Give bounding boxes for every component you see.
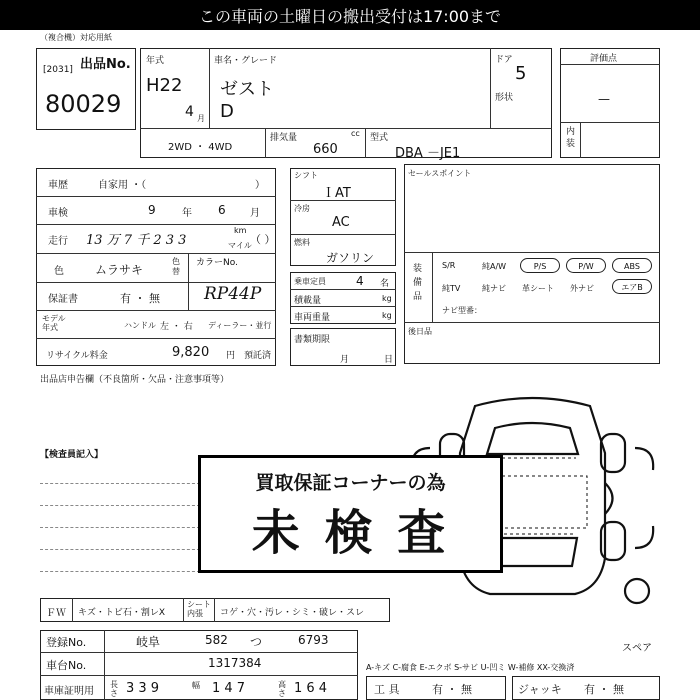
tools-value: 有 ・ 無	[432, 683, 472, 696]
equip-label: 装備品	[413, 264, 423, 302]
rating-label: 評価点	[590, 54, 618, 64]
warranty-value: 有 ・ 無	[120, 292, 160, 305]
history-value: 自家用 ・（	[98, 180, 147, 191]
shift-label: シフト	[294, 171, 318, 180]
mileage-paren: （ ）	[250, 233, 276, 246]
handle-value: 左 ・ 右	[160, 322, 193, 332]
navi-label: ナビ型番：	[442, 306, 482, 315]
capacity-label: 乗車定員	[294, 277, 326, 286]
weight-label: 車両重量	[294, 313, 331, 323]
car-label: 車名・グレード	[214, 56, 278, 66]
cert-width: 1 4 7	[212, 681, 246, 696]
fw-value: キズ・トビ石・割レX	[78, 608, 165, 618]
inspector-label: 【検査員記入】	[40, 450, 104, 460]
door-label: ドア	[495, 55, 513, 65]
handle-label: ハンドル	[124, 321, 156, 330]
lot-label: 出品No.	[80, 57, 131, 72]
equip-8: 外ナビ	[570, 284, 594, 293]
month-unit: 月	[197, 114, 205, 123]
equip-1: 純A/W	[482, 262, 507, 271]
seller-notes-label: 出品店申告欄（不良箇所・欠品・注意事項等）	[40, 375, 230, 385]
jack-label: ジャッキ	[518, 683, 562, 696]
reg-label: 登録No.	[46, 636, 87, 649]
fuel-label: 燃料	[294, 238, 310, 247]
displacement-unit: cc	[351, 129, 360, 138]
drive-options: 2WD ・ 4WD	[168, 142, 233, 153]
doc-month: 月	[340, 355, 350, 365]
cert-height: 1 6 4	[294, 681, 328, 696]
displacement-label: 排気量	[270, 133, 298, 143]
model-value: DBA －JE1	[395, 146, 461, 161]
color-no-label: カラーNo.	[196, 258, 238, 268]
displacement-value: 660	[313, 142, 338, 157]
equip-6: 純ナビ	[482, 284, 506, 293]
load-unit: kg	[382, 294, 392, 303]
reg-class: 582	[205, 633, 228, 647]
interior-label: 内装	[566, 127, 576, 149]
lot-number: 80029	[45, 90, 122, 118]
cert-length-label: 長さ	[110, 680, 118, 698]
history-label: 車歴	[48, 180, 68, 191]
equip-3: P/W	[566, 258, 606, 273]
reg-kana: つ	[250, 635, 263, 649]
rating-value: —	[598, 92, 610, 106]
doc-day: 日	[384, 355, 394, 365]
fw-label: ＦＷ	[46, 608, 66, 619]
month-value: 4	[185, 104, 194, 120]
equip-0: S/R	[442, 261, 456, 270]
capacity-value: 4	[356, 274, 364, 288]
seat-value: コゲ・穴・汚レ・シミ・破レ・スレ	[220, 608, 365, 618]
jack-value: 有 ・ 無	[584, 683, 624, 696]
mileage-unit-mile: マイル	[228, 241, 252, 250]
reg-number: 6793	[298, 633, 329, 647]
recycle-label: リサイクル料金	[46, 351, 108, 361]
chassis-value: 1317384	[208, 656, 262, 670]
equip-7: 革シート	[522, 284, 554, 293]
cert-length: 3 3 9	[126, 681, 160, 696]
fuel-value: ガソリン	[326, 251, 375, 265]
recycle-value: 9,820	[172, 345, 210, 360]
equip-9: エアB	[612, 279, 652, 294]
color-label: 色	[54, 266, 64, 277]
cert-width-label: 幅	[192, 681, 200, 690]
warranty-label: 保証書	[48, 294, 78, 305]
year-label: 年式	[146, 56, 165, 66]
recycle-unit: 円	[226, 351, 236, 361]
capacity-unit: 名	[380, 279, 390, 289]
shape-label: 形状	[495, 93, 514, 103]
ac-value: AC	[332, 215, 350, 230]
equip-4: ABS	[612, 258, 652, 273]
corner-note: （複合機）対応用紙	[40, 33, 112, 42]
inspection-label: 車検	[48, 208, 68, 219]
lot-bracket: [2031]	[43, 65, 73, 75]
weight-unit: kg	[382, 311, 392, 320]
equip-5: 純TV	[442, 284, 461, 293]
inspection-year: 9	[148, 203, 156, 217]
color-sub: 色替	[172, 257, 180, 276]
tools-label: 工 具	[374, 683, 400, 696]
color-no-value: RP44P	[204, 284, 262, 304]
cert-height-label: 高さ	[278, 680, 286, 698]
chassis-label: 車台No.	[46, 659, 87, 672]
load-label: 積載量	[294, 296, 322, 306]
cert-label: 車庫証明用	[44, 686, 94, 697]
banner-text: この車両の土曜日の搬出受付は17:00まで	[198, 7, 502, 26]
model-year-label: モデル年式	[42, 314, 66, 332]
doc-label: 書類期限	[294, 335, 331, 345]
car-name: ゼスト	[220, 79, 274, 100]
reg-city: 岐阜	[136, 635, 161, 649]
spare-label: スペア	[622, 643, 652, 654]
ac-label: 冷房	[294, 204, 310, 213]
seat-label: シート内張	[187, 600, 211, 618]
dealer-label: ディーラー・並行	[208, 321, 272, 330]
year-value: H22	[146, 75, 183, 96]
stamp-line1: 買取保証コーナーの為	[255, 472, 446, 494]
details-box	[36, 168, 276, 366]
door-value: 5	[515, 63, 527, 84]
damage-legend: A-キズ C-腐食 E-エクボ S-サビ U-凹ミ W-補修 XX-交換済	[366, 663, 575, 672]
aftermarket-label: 後日品	[408, 327, 432, 336]
model-label: 型式	[370, 133, 389, 143]
inspection-month: 6	[218, 203, 226, 217]
equip-2: P/S	[520, 258, 560, 273]
inspection-year-unit: 年	[182, 208, 192, 219]
color-value: ムラサキ	[95, 263, 144, 277]
shift-value: ＩAT	[322, 186, 351, 201]
grade: D	[220, 101, 234, 122]
inspection-month-unit: 月	[250, 208, 260, 219]
stamp-line2: 未 検 査	[251, 505, 450, 561]
sales-label: セールスポイント	[408, 169, 472, 178]
mileage-unit-km: km	[234, 226, 247, 235]
recycle-note: 預託済	[244, 351, 272, 361]
history-close: ）	[255, 180, 265, 191]
mileage-value: 13 万 7 千 2 3 3	[86, 233, 187, 248]
mileage-label: 走行	[48, 236, 68, 247]
